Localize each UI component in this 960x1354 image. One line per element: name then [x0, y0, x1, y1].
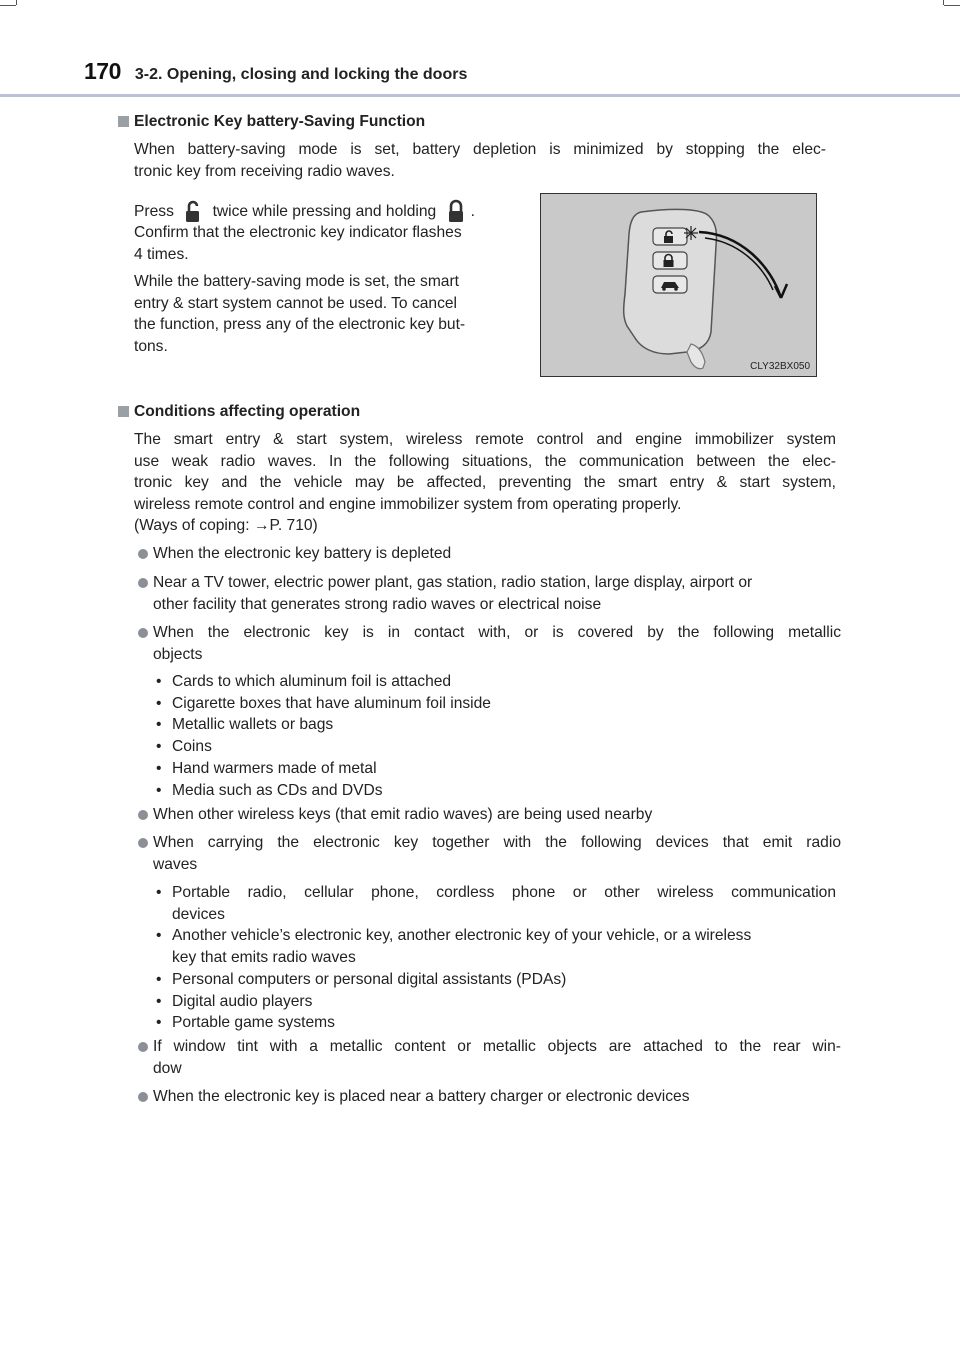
list-item: • Portable game systems: [152, 1012, 836, 1034]
text-line: entry & start system cannot be used. To cancel: [134, 294, 458, 312]
text-line: Confirm that the electronic key indicator flashes: [134, 224, 462, 241]
electronic-key-figure: [540, 193, 817, 377]
list-item: • Cards to which aluminum foil is attached: [152, 671, 842, 693]
press-mid: twice while pressing and holding: [212, 203, 437, 221]
section-title: 3-2. Opening, closing and locking the doors: [134, 66, 468, 83]
conditions-heading: Conditions affecting operation: [134, 403, 361, 420]
electronic-key-illustration: [541, 194, 816, 376]
list-item: • Media such as CDs and DVDs: [152, 780, 842, 802]
list-item: [152, 882, 836, 925]
radio-devices-list: [152, 882, 836, 1034]
text-line: devices: [172, 905, 225, 923]
text-line: waves: [153, 855, 198, 873]
condition-item: When the electronic key is placed near a battery charger or electronic devices: [153, 1088, 690, 1105]
bullet-dot-icon: [138, 628, 148, 638]
text-line: Near a TV tower, electric power plant, gas station, radio station, large display, airport or: [153, 574, 753, 591]
crop-mark: [944, 5, 960, 6]
text-line: other facility that generates strong radio waves or electrical noise: [153, 595, 602, 613]
condition-item: [153, 622, 841, 665]
list-item: • Cigarette boxes that have aluminum foil inside: [152, 693, 842, 715]
battery-saving-intro: [134, 139, 826, 182]
figure-code: CLY32BX050: [750, 361, 810, 372]
text-line: While the battery-saving mode is set, the smart: [134, 273, 460, 290]
text-line: tronic key from receiving radio waves.: [134, 162, 395, 180]
bullet-dot-icon: [138, 838, 148, 848]
text-line: use weak radio waves. In the following situations, the communication between the elec-: [134, 452, 836, 470]
text-line: tronic key and the vehicle may be affected, preventing the smart entry & start system,: [134, 474, 836, 491]
metallic-objects-list: [152, 671, 842, 801]
text-line: • Portable radio, cellular phone, cordless phone or other wireless communication: [172, 884, 836, 901]
list-item: • Hand warmers made of metal: [152, 758, 842, 780]
text-line: 4 times.: [134, 245, 189, 263]
bullet-dot-icon: [138, 578, 148, 588]
text-line: • Another vehicle’s electronic key, another electronic key of your vehicle, or a wireless: [172, 927, 752, 945]
condition-item: [153, 832, 841, 875]
text-line: wireless remote control and engine immobilizer system from operating properly.: [134, 495, 682, 513]
press-end: .: [470, 203, 475, 221]
bullet-dot-icon: [138, 549, 148, 559]
conditions-intro: [134, 429, 836, 537]
text-line: If window tint with a metallic content or metallic objects are attached to the rear win-: [153, 1038, 841, 1055]
bullet-dot-icon: [138, 1092, 148, 1102]
list-item: • Metallic wallets or bags: [152, 714, 842, 736]
heading-square-icon: [118, 116, 129, 127]
confirm-text: [134, 222, 520, 265]
cancel-text: [134, 271, 520, 357]
text-line: key that emits radio waves: [172, 949, 356, 967]
text-line: tons.: [134, 337, 168, 355]
condition-item: [153, 572, 841, 615]
list-item: [152, 925, 836, 968]
page-number: 170: [84, 58, 121, 84]
press-word: Press: [134, 203, 174, 221]
text-line: When carrying the electronic key together with the following devices that emit radio: [153, 834, 841, 851]
list-item: • Personal computers or personal digital assistants (PDAs): [152, 969, 836, 991]
condition-item: [153, 1036, 841, 1079]
list-item: • Coins: [152, 736, 842, 758]
page-header: [84, 58, 467, 85]
heading-square-icon: [118, 406, 129, 417]
crop-mark: [0, 5, 16, 6]
text-line: When the electronic key is in contact with, or is covered by the following metallic: [153, 624, 841, 641]
battery-saving-heading: Electronic Key battery-Saving Function: [134, 113, 426, 130]
bullet-dot-icon: [138, 1042, 148, 1052]
condition-item: When other wireless keys (that emit radio waves) are being used nearby: [153, 806, 653, 823]
bullet-dot-icon: [138, 810, 148, 820]
condition-item: When the electronic key battery is depleted: [153, 545, 452, 562]
text-line: the function, press any of the electronic key but-: [134, 316, 466, 333]
text-line: objects: [153, 645, 203, 663]
list-item: • Digital audio players: [152, 991, 836, 1013]
header-rule: [0, 94, 960, 97]
text-line: dow: [153, 1059, 182, 1077]
text-line: (Ways of coping: →P. 710): [134, 517, 318, 534]
text-line: The smart entry & start system, wireless remote control and engine immobilizer system: [134, 431, 836, 448]
text-line: When battery-saving mode is set, battery depletion is minimized by stopping the elec-: [134, 141, 826, 158]
crop-mark: [16, 0, 17, 5]
